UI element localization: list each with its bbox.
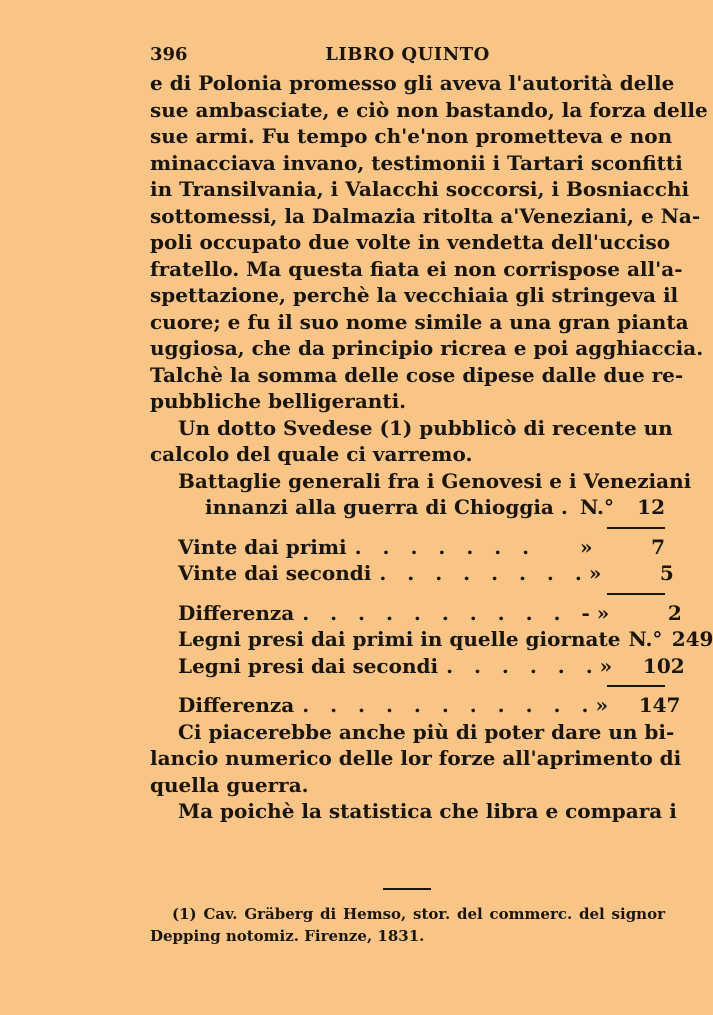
text-line: spettazione, perchè la vecchiaia gli stringeva il (150, 283, 679, 307)
table-row (150, 653, 685, 680)
ditto-mark: » (595, 693, 608, 717)
text-line: calcolo del quale ci varremo. (150, 442, 473, 466)
table-value: 102 (642, 653, 685, 678)
table-unit: N.° (580, 495, 614, 519)
running-title: LIBRO QUINTO (325, 44, 490, 65)
text-line: Un dotto Svedese (1) pubblicò di recente un (178, 415, 673, 440)
footnote-separator (383, 888, 431, 890)
text-line: quella guerra. (150, 772, 309, 797)
table-row (150, 626, 713, 653)
table-value: 7 (651, 534, 665, 559)
sum-rule (150, 679, 665, 692)
table-value: 5 (659, 561, 674, 585)
table-label: Legni presi dai primi in quelle giornate (178, 627, 621, 651)
table-row (150, 692, 681, 719)
table-row (150, 600, 682, 627)
table-label: innanzi alla guerra di Chioggia . (205, 495, 568, 519)
table-unit: N.° (628, 627, 663, 651)
table-label: Legni presi dai secondi (178, 653, 439, 678)
text-line: in Transilvania, i Valacchi soccorsi, i Bosniacchi (150, 177, 690, 201)
table-value: 2 (667, 600, 682, 625)
text-line: pubbliche belligeranti. (150, 389, 407, 413)
text-line: Battaglie generali fra i Genovesi e i Veneziani (178, 468, 692, 493)
body-text (150, 70, 713, 825)
sum-rule (150, 587, 665, 600)
table-label: Vinte dai secondi (178, 561, 372, 585)
text-line: fratello. Ma questa fiata ei non corrispose all'a- (150, 256, 683, 281)
table-label: Differenza (178, 693, 295, 717)
text-line: sue armi. Fu tempo ch'e'non prometteva e non (150, 124, 673, 148)
sum-rule (150, 521, 665, 534)
table-label: Differenza (178, 600, 295, 625)
text-line: uggiosa, che da principio ricrea e poi agghiaccia. (150, 336, 704, 360)
ditto-mark: » (596, 600, 610, 625)
text-line: cuore; e fu il suo nome simile a una gran pianta (150, 309, 689, 334)
table-value: 249 (671, 627, 713, 651)
table-row (150, 494, 665, 521)
text-line: poli occupato due volte in vendetta dell'ucciso (150, 230, 671, 254)
text-line: minacciava invano, testimonii i Tartari sconfitti (150, 150, 683, 175)
table-row (150, 560, 674, 587)
leader-dots: . . . . . . (446, 653, 600, 678)
text-line: Ci piacerebbe anche più di poter dare un bi- (178, 719, 675, 744)
leader-dots: . . . . . . . . (379, 561, 589, 585)
text-line: lancio numerico delle lor forze all'aprimento di (150, 746, 682, 770)
leader-dots: . . . . . . . (354, 534, 537, 559)
footnote (150, 903, 665, 947)
page-header (150, 44, 665, 70)
ditto-mark: » (580, 534, 593, 559)
text-line: sottomessi, la Dalmazia ritolta a'Veneziani, e Na- (150, 203, 701, 228)
text-line: e di Polonia promesso gli aveva l'autorità delle (150, 71, 675, 95)
ditto-mark: » (599, 653, 613, 678)
text-line: Ma poichè la statistica che libra e compara i (178, 799, 677, 823)
ditto-mark: » (588, 561, 602, 585)
leader-dots: . . . . . . . . . . - (302, 600, 597, 625)
table-value: 12 (637, 495, 665, 519)
text-line: Talchè la somma delle cose dipese dalle due re- (150, 362, 684, 387)
footnote-line: (1) Cav. Gräberg di Hemso, stor. del commerc. del signor (172, 905, 665, 923)
table-label: Vinte dai primi (178, 534, 347, 559)
text-line: sue ambasciate, e ciò non bastando, la forza delle (150, 97, 708, 122)
table-value: 147 (638, 693, 681, 717)
footnote-line: Depping notomiz. Firenze, 1831. (150, 927, 425, 945)
leader-dots: . . . . . . . . . . . (302, 693, 596, 717)
page-number: 396 (150, 44, 188, 65)
table-row (150, 534, 665, 561)
